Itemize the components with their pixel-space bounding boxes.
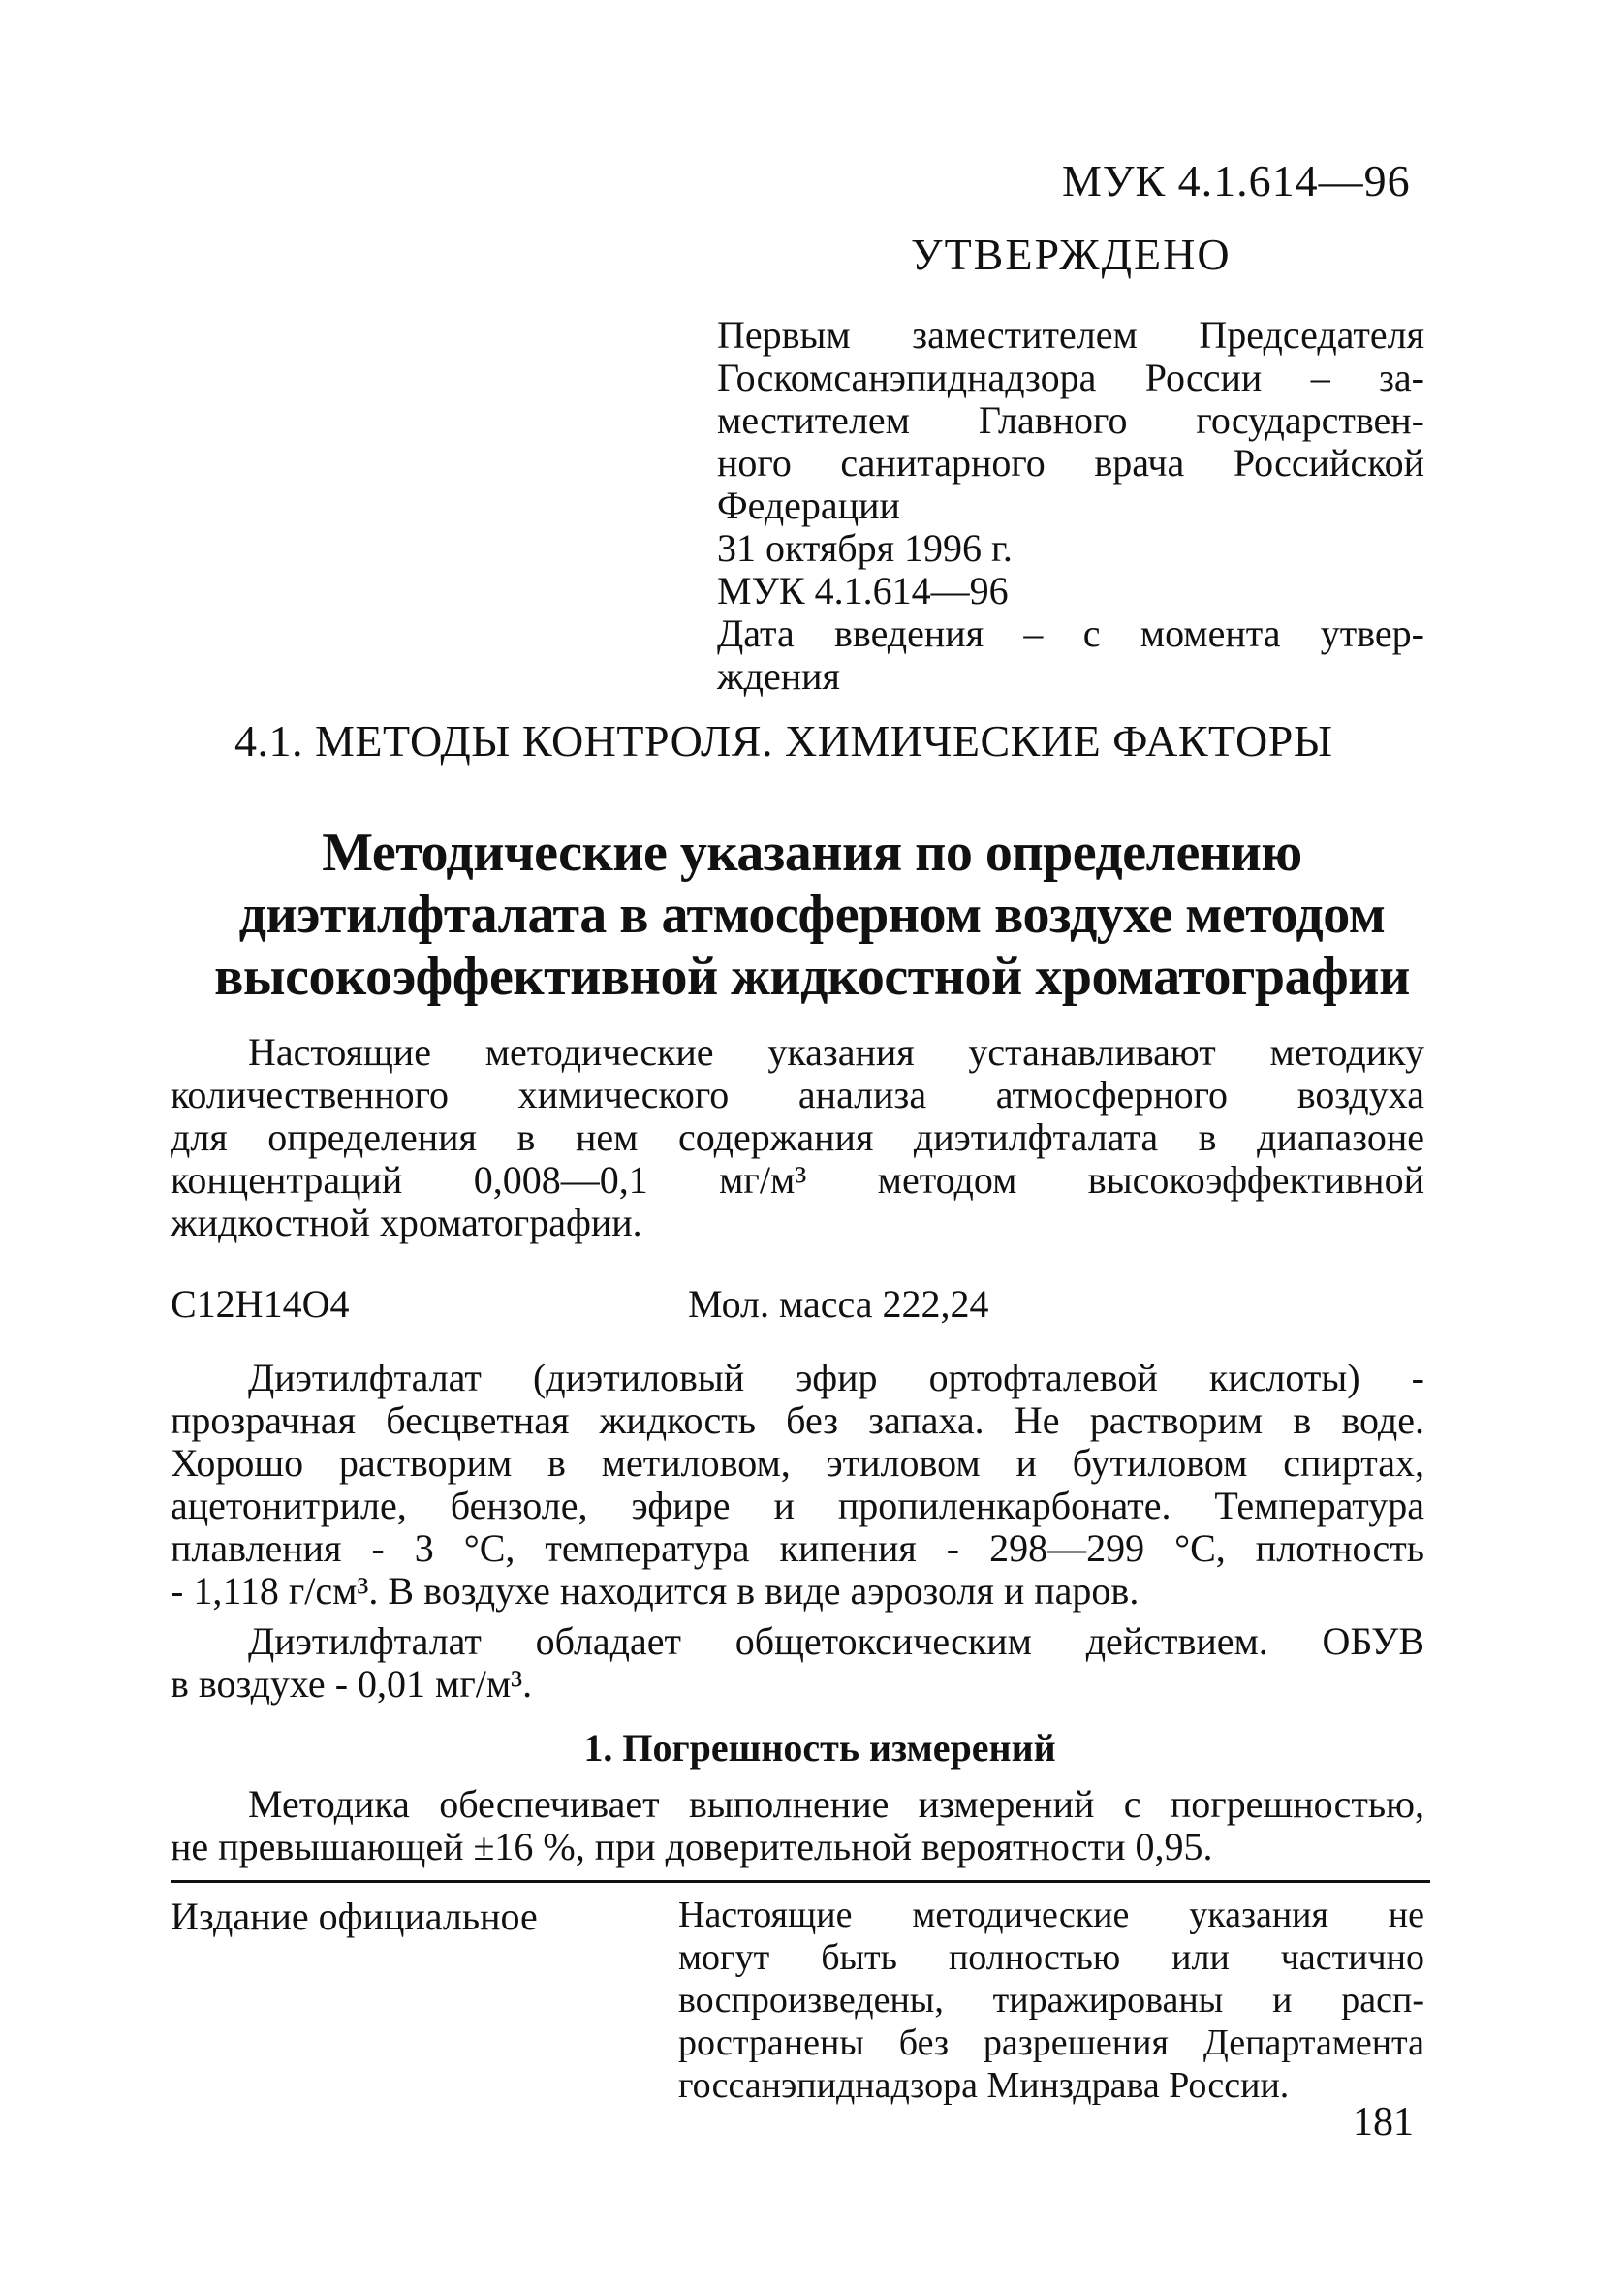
text-line: не превышающей ±16 %, при доверительной вероятности 0,95. [171, 1825, 1213, 1868]
title-line: диэтилфталата в атмосферном воздухе методом [238, 885, 1386, 945]
chemical-formula: C12H14O4 [171, 1282, 350, 1326]
approval-line: ждения [717, 654, 840, 698]
text-line: концентраций 0,008—0,1 мг/м³ методом высокоэффективной [171, 1158, 1424, 1202]
approval-block [717, 314, 1424, 698]
page-number: 181 [1353, 2100, 1414, 2145]
document-code: МУК 4.1.614—96 [1062, 156, 1411, 205]
notice-line: могут быть полностью или частично [678, 1937, 1424, 1978]
notice-line: госсанэпиднадзора Минздрава России. [678, 2065, 1290, 2106]
text-line: Диэтилфталат обладает общетоксическим действием. ОБУВ [248, 1619, 1424, 1663]
text-line: прозрачная бесцветная жидкость без запаха. Не растворим в воде. [171, 1398, 1424, 1442]
approval-line: Федерации [717, 484, 900, 527]
approval-date: 31 октября 1996 г. [717, 526, 1013, 570]
text-line: ацетонитриле, бензоле, эфире и пропиленкарбонате. Температура [171, 1484, 1424, 1527]
text-line: для определения в нем содержания диэтилфталата в диапазоне [171, 1115, 1424, 1159]
section-heading: 1. Погрешность измерений [583, 1726, 1056, 1770]
notice-line: ространены без разрешения Департамента [678, 2022, 1424, 2063]
text-line: Настоящие методические указания устанавливают методику [248, 1030, 1424, 1074]
document-title [165, 822, 1459, 1008]
text-line: Хорошо растворим в метиловом, этиловом и бутиловом спиртах, [171, 1441, 1424, 1485]
molecular-mass: Мол. масса 222,24 [688, 1282, 989, 1326]
approval-line: ного санитарного врача Российской [717, 441, 1424, 485]
approval-stamp-heading: УТВЕРЖДЕНО [911, 230, 1232, 279]
title-line: высокоэффективной жидкостной хроматографии [214, 947, 1410, 1007]
approval-line: местителем Главного государствен- [717, 398, 1424, 442]
text-line: в воздухе - 0,01 мг/м³. [171, 1662, 533, 1706]
footer-divider [171, 1880, 1430, 1883]
text-line: плавления - 3 °С, температура кипения - 298—299 °С, плотность [171, 1526, 1424, 1570]
copyright-notice [678, 1894, 1424, 2107]
intro-paragraph [171, 1031, 1424, 1244]
section-title: 4.1. МЕТОДЫ КОНТРОЛЯ. ХИМИЧЕСКИЕ ФАКТОРЫ [234, 716, 1333, 766]
description-paragraph [171, 1357, 1424, 1613]
text-line: Методика обеспечивает выполнение измерений с погрешностью, [248, 1782, 1424, 1826]
approval-doc-code: МУК 4.1.614—96 [717, 569, 1009, 612]
text-line: - 1,118 г/см³. В воздухе находится в виде аэрозоля и паров. [171, 1569, 1140, 1613]
title-line: Методические указания по определению [322, 823, 1302, 883]
notice-line: Настоящие методические указания не [678, 1895, 1424, 1935]
approval-line: Госкомсанэпиднадзора России – за- [717, 356, 1424, 399]
edition-label: Издание официальное [171, 1895, 538, 1938]
text-line: Диэтилфталат (диэтиловый эфир ортофталевой кислоты) - [248, 1356, 1424, 1399]
notice-line: воспроизведены, тиражированы и расп- [678, 1980, 1424, 2021]
text-line: жидкостной хроматографии. [171, 1201, 642, 1244]
approval-line: Дата введения – с момента утвер- [717, 611, 1424, 655]
accuracy-paragraph [171, 1783, 1424, 1868]
text-line: количественного химического анализа атмосферного воздуха [171, 1073, 1424, 1116]
toxicity-paragraph [171, 1620, 1424, 1706]
approval-line: Первым заместителем Председателя [717, 313, 1424, 357]
